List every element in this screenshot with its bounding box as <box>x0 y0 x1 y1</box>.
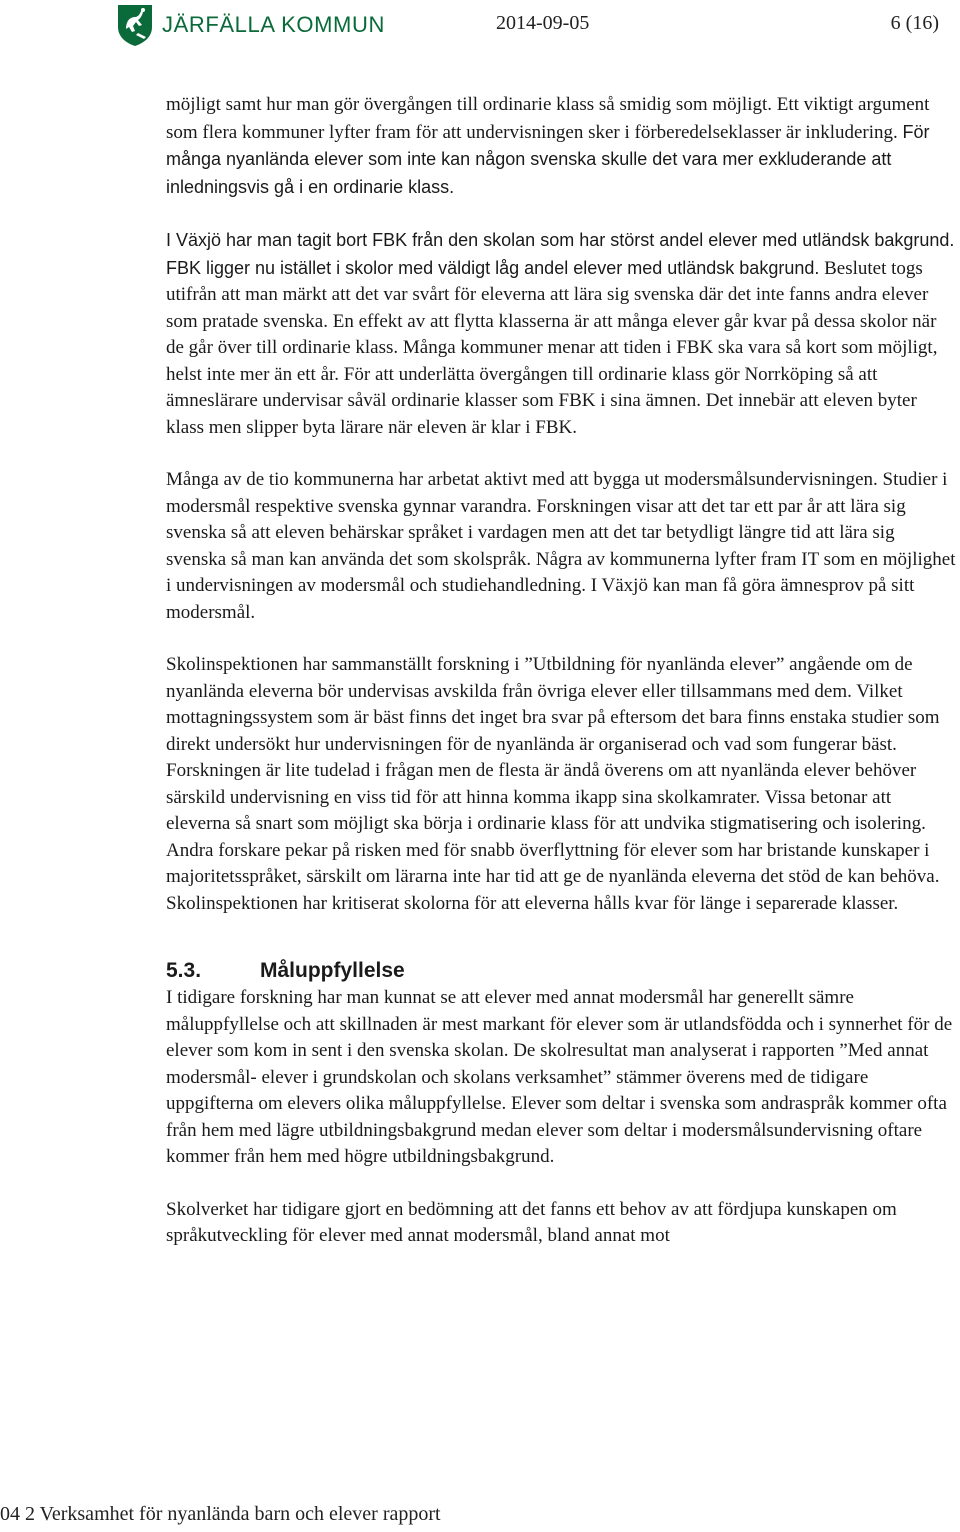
page-number: 6 (16) <box>890 12 939 34</box>
paragraph-1 <box>166 92 959 201</box>
paragraph-1-serif: möjligt samt hur man gör övergången till ordinarie klass så smidig som möjligt. Ett viktigt argument som flera kommuner lyfter fram för att undervisningen sker i förberedelseklasser är inkludering. <box>166 94 930 143</box>
paragraph-2 <box>166 227 959 441</box>
paragraph-6: Skolverket har tidigare gjort en bedömning att det fanns ett behov av att fördjupa kunskapen om språkutveckling för elever med annat modersmål, bland annat mot <box>166 1198 897 1246</box>
document-body <box>166 92 959 1250</box>
section-number: 5.3. <box>166 959 202 982</box>
section-title: Måluppfyllelse <box>260 959 405 982</box>
logo-wordmark: JÄRFÄLLA KOMMUN <box>162 12 385 37</box>
section-heading <box>166 957 959 985</box>
municipality-logo <box>116 3 385 47</box>
paragraph-3: Många av de tio kommunerna har arbetat aktivt med att bygga ut modersmålsundervisningen. Studier i modersmål respektive svenska gynnar varandra. Forskningen visar att det tar ett par år att lära sig svenska så att eleven behärskar språket i vardagen men att det tar betydligt längre tid att lära sig svenska så man kan använda det som skolspråk. Några av kommunerna lyfter fram IT som en möjlighet i undervisningen av modersmål och studiehandledning. I Växjö kan man få göra ämnesprov på sitt modersmål. <box>166 469 956 623</box>
paragraph-1-sans: För många nyanlända elever som inte kan någon svenska skulle det vara mer exkluderande att inledningsvis gå i en ordinarie klass. <box>166 121 930 197</box>
coat-of-arms-icon <box>116 3 154 47</box>
page-header <box>0 0 960 50</box>
paragraph-2-sans: I Växjö har man tagit bort FBK från den skolan som har störst andel elever med utländsk bakgrund. FBK ligger nu istället i skolor med väldigt låg andel elever med utländsk bakgrund. <box>166 230 955 278</box>
paragraph-2-serif: Beslutet togs utifrån att man märkt att det var svårt för eleverna att lära sig svenska där det inte fanns andra elever som pratade svenska. En effekt av att flytta klasserna är att många elever går kvar på dessa skolor när de går över till ordinarie klass. Många kommuner menar att tiden i FBK ska vara så kort som möjligt, helst inte mer än ett år. För att underlätta övergången till ordinarie klass gör Norrköping så att ämneslärare undervisar såväl ordinarie klasser som FBK i sina ämnen. Det innebär att eleven byter klass men slipper byta lärare när eleven är klar i FBK. <box>166 257 938 438</box>
header-date: 2014-09-05 <box>496 12 590 34</box>
page-footer: 04 2 Verksamhet för nyanlända barn och elever rapport <box>0 1503 441 1525</box>
paragraph-4: Skolinspektionen har sammanställt forskning i ”Utbildning för nyanlända elever” angående om de nyanlända eleverna bör undervisas avskilda från övriga elever eller tillsammans med dem. Vilket mottagningssystem som är bäst finns det inget bra svar på eftersom det bara finns enstaka studier som direkt undersökt hur undervisningen för de nyanlända är organiserad och vad som fungerar bäst. Forskningen är lite tudelad i frågan men de flesta är ändå överens om att nyanlända elever behöver särskild undervisning en viss tid för att hinna komma ikapp sina skolkamrater. Vissa betonar att eleverna så snart som möjligt ska börja i ordinarie klass för att undvika stigmatisering och isolering. Andra forskare pekar på risken med för snabb överflyttning för elever som har bristande kunskaper i majoritetsspråket, särskilt om lärarna inte har tid att ge de nyanlända eleverna det stöd de kan behöva. Skolinspektionen har kritiserat skolorna för att eleverna hålls kvar för länge i separerade klasser. <box>166 654 940 914</box>
paragraph-5: I tidigare forskning har man kunnat se att elever med annat modersmål har generellt sämre måluppfyllelse och att skillnaden är mest markant för elever som är utlandsfödda och i synnerhet för de elever som kom in sent i den svenska skolan. De skolresultat man analyserat i rapporten ”Med annat modersmål- elever i grundskolan och skolans verksamhet” stämmer överens med de tidigare uppgifterna om elevers olika måluppfyllelse. Elever som deltar i svenska som andraspråk kommer ofta från hem med lägre utbildningsbakgrund medan elever som deltar i modersmålsundervisning oftare kommer från hem med högre utbildningsbakgrund. <box>166 987 953 1167</box>
